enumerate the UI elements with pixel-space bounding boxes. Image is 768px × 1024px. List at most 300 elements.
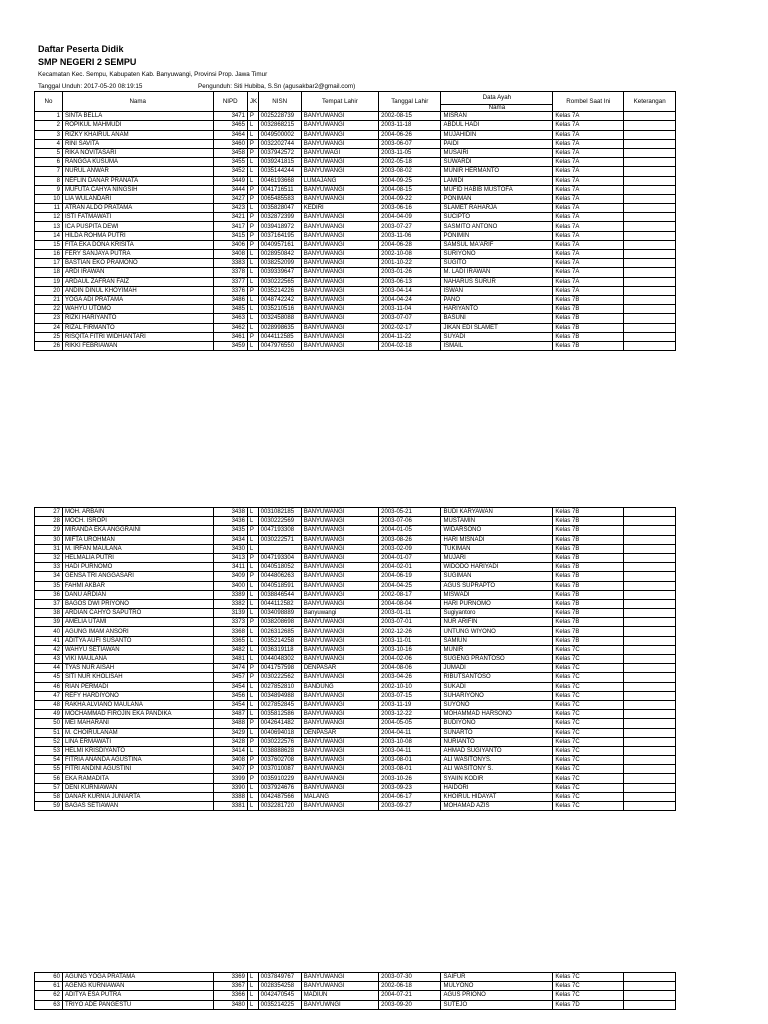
cell-nisn: 0031082185 <box>258 508 301 517</box>
cell-keterangan <box>624 231 676 240</box>
cell-nipd: 3463 <box>213 314 247 323</box>
cell-nipd: 3415 <box>213 231 247 240</box>
cell-no: 50 <box>35 719 63 728</box>
cell-no: 9 <box>35 185 63 194</box>
cell-nipd: 3408 <box>213 250 247 259</box>
cell-tanggal-lahir: 2002-06-18 <box>379 982 441 991</box>
cell-tempat-lahir: BANYUWANGI <box>301 323 378 332</box>
table-row <box>35 802 676 811</box>
table-row <box>35 645 676 654</box>
cell-nama: REFY HARDIYONO <box>62 691 213 700</box>
cell-nisn: 0041757598 <box>258 664 301 673</box>
cell-tanggal-lahir: 2003-11-19 <box>379 700 441 709</box>
cell-tanggal-lahir: 2003-10-16 <box>379 645 441 654</box>
cell-tanggal-lahir: 2004-08-15 <box>379 185 441 194</box>
cell-nama: LIA WULANDARI <box>62 194 213 203</box>
cell-nama: NEFLIN DANAR PRANATA <box>62 176 213 185</box>
cell-nama-ayah: AGUS PRIONO <box>441 991 553 1000</box>
cell-tempat-lahir: DENPASAR <box>301 664 378 673</box>
cell-nama: ARDIAN CAHYO SAPUTRO <box>62 609 213 618</box>
cell-nama: ANDIN DINUL KHOYIMAH <box>62 286 213 295</box>
cell-nama-ayah: MUJAHIDIN <box>441 130 553 139</box>
cell-tanggal-lahir: 2003-09-23 <box>379 783 441 792</box>
cell-keterangan <box>624 295 676 304</box>
cell-tempat-lahir: BANYUWANGI <box>301 636 378 645</box>
cell-nisn: 0035214225 <box>258 1000 301 1009</box>
cell-no: 7 <box>35 167 63 176</box>
cell-nisn: 0032281720 <box>258 802 301 811</box>
cell-nama-ayah: SUGENG PRANTOSO <box>441 655 553 664</box>
cell-nama-ayah: SAMSUL MA'ARIF <box>441 240 553 249</box>
cell-nama: MIFTA UROHMAN <box>62 535 213 544</box>
cell-nisn: 0037849767 <box>258 973 301 982</box>
cell-tanggal-lahir: 2004-08-06 <box>379 664 441 673</box>
cell-rombel: Kelas 7A <box>553 277 624 286</box>
cell-nisn: 0044112582 <box>258 599 301 608</box>
cell-no: 5 <box>35 148 63 157</box>
cell-nisn: 0037924676 <box>258 783 301 792</box>
cell-nisn: 0040518591 <box>258 581 301 590</box>
cell-nama: SITI NUR KHOLISAH <box>62 673 213 682</box>
cell-rombel: Kelas 7C <box>553 719 624 728</box>
cell-nipd: 3381 <box>213 802 247 811</box>
cell-rombel: Kelas 7C <box>553 973 624 982</box>
cell-rombel: Kelas 7C <box>553 737 624 746</box>
cell-tempat-lahir: BANYUWANGI <box>301 802 378 811</box>
cell-tempat-lahir: BANYUWANGI <box>301 691 378 700</box>
cell-nisn: 0030222571 <box>258 535 301 544</box>
cell-rombel: Kelas 7C <box>553 765 624 774</box>
cell-nama: RIZKY KHAIRUL ANAM <box>62 130 213 139</box>
cell-keterangan <box>624 222 676 231</box>
cell-tanggal-lahir: 2003-07-07 <box>379 314 441 323</box>
cell-tanggal-lahir: 2003-08-26 <box>379 535 441 544</box>
cell-nipd: 3456 <box>213 691 247 700</box>
cell-nama: MOCHAMMAD FIROJIN EKA PANDIKA <box>62 710 213 719</box>
table-row <box>35 599 676 608</box>
cell-jk: L <box>247 563 258 572</box>
cell-nama-ayah: TUKIMAN <box>441 544 553 553</box>
cell-tempat-lahir: BANYUWNGI <box>301 1000 378 1009</box>
cell-tanggal-lahir: 2003-11-01 <box>379 636 441 645</box>
table-row <box>35 535 676 544</box>
cell-tanggal-lahir: 2004-06-17 <box>379 792 441 801</box>
cell-tempat-lahir: MALANG <box>301 792 378 801</box>
cell-no: 61 <box>35 982 63 991</box>
cell-nisn: 0042641482 <box>258 719 301 728</box>
header-nipd: NIPD <box>213 92 247 112</box>
cell-nipd: 3389 <box>213 590 247 599</box>
table-row <box>35 563 676 572</box>
cell-nipd: 3482 <box>213 645 247 654</box>
cell-no: 48 <box>35 700 63 709</box>
header-tempat-lahir: Tempat Lahir <box>301 92 378 112</box>
cell-tempat-lahir: BANYUWANGI <box>301 673 378 682</box>
cell-keterangan <box>624 194 676 203</box>
cell-rombel: Kelas 7A <box>553 286 624 295</box>
cell-jk: P <box>247 664 258 673</box>
cell-tempat-lahir: BANDUNG <box>301 682 378 691</box>
cell-rombel: Kelas 7A <box>553 259 624 268</box>
cell-tanggal-lahir: 2002-02-17 <box>379 323 441 332</box>
cell-no: 47 <box>35 691 63 700</box>
cell-jk: L <box>247 535 258 544</box>
table-row <box>35 572 676 581</box>
cell-rombel: Kelas 7A <box>553 250 624 259</box>
cell-nama-ayah: MISWADI <box>441 590 553 599</box>
cell-nama: BASTIAN EKO PRAMONO <box>62 259 213 268</box>
cell-keterangan <box>624 544 676 553</box>
cell-keterangan <box>624 305 676 314</box>
cell-rombel: Kelas 7A <box>553 176 624 185</box>
cell-nipd: 3465 <box>213 121 247 130</box>
cell-keterangan <box>624 176 676 185</box>
cell-nisn: 0025228739 <box>258 112 301 121</box>
cell-keterangan <box>624 991 676 1000</box>
table-row <box>35 148 676 157</box>
cell-jk: L <box>247 544 258 553</box>
cell-tempat-lahir: BANYUWANGI <box>301 973 378 982</box>
cell-tempat-lahir: BANYUWANGI <box>301 121 378 130</box>
cell-nipd: 3388 <box>213 792 247 801</box>
cell-nisn: 0030222576 <box>258 737 301 746</box>
cell-jk: P <box>247 673 258 682</box>
cell-no: 45 <box>35 673 63 682</box>
cell-no: 2 <box>35 121 63 130</box>
header-data-ayah: Data Ayah <box>441 92 553 105</box>
table-row <box>35 973 676 982</box>
cell-nama: MOCH. ISROPI <box>62 517 213 526</box>
cell-keterangan <box>624 250 676 259</box>
cell-nipd: 3428 <box>213 737 247 746</box>
cell-nisn: 0028950842 <box>258 250 301 259</box>
cell-nisn: 0040694018 <box>258 728 301 737</box>
cell-nisn: 0027852845 <box>258 700 301 709</box>
cell-tempat-lahir: BANYUWAGI <box>301 148 378 157</box>
cell-tanggal-lahir: 2003-11-06 <box>379 231 441 240</box>
cell-nisn: 0038888628 <box>258 746 301 755</box>
cell-rombel: Kelas 7C <box>553 728 624 737</box>
cell-tanggal-lahir: 2003-04-26 <box>379 673 441 682</box>
cell-tempat-lahir: BANYUWANGI <box>301 240 378 249</box>
cell-keterangan <box>624 655 676 664</box>
cell-no: 10 <box>35 194 63 203</box>
cell-nama-ayah: SUTEJO <box>441 1000 553 1009</box>
cell-no: 1 <box>35 112 63 121</box>
cell-nama: FAHMI AKBAR <box>62 581 213 590</box>
cell-nama-ayah: MUSAIRI <box>441 148 553 157</box>
cell-jk: L <box>247 277 258 286</box>
cell-tanggal-lahir: 2002-05-18 <box>379 158 441 167</box>
cell-no: 25 <box>35 332 63 341</box>
cell-nisn: 0046193668 <box>258 176 301 185</box>
cell-nisn: 0034098889 <box>258 609 301 618</box>
cell-keterangan <box>624 508 676 517</box>
cell-nama-ayah: WIDARSONO <box>441 526 553 535</box>
cell-tempat-lahir: BANYUWANGI <box>301 563 378 572</box>
cell-tanggal-lahir: 2002-12-26 <box>379 627 441 636</box>
cell-nisn: 0036319118 <box>258 645 301 654</box>
header-rombel: Rombel Saat Ini <box>553 92 624 112</box>
cell-nipd: 3390 <box>213 783 247 792</box>
header-nisn: NISN <box>258 92 301 112</box>
cell-tanggal-lahir: 2003-08-01 <box>379 765 441 774</box>
cell-tempat-lahir: LUMAJANG <box>301 176 378 185</box>
cell-tempat-lahir: BANYUWANGI <box>301 130 378 139</box>
cell-nama: EKA RAMADITA <box>62 774 213 783</box>
cell-nama-ayah: SLAMET RAHARJA <box>441 204 553 213</box>
cell-jk: P <box>247 213 258 222</box>
cell-no: 14 <box>35 231 63 240</box>
cell-rombel: Kelas 7A <box>553 148 624 157</box>
cell-nama-ayah: KHOIRUL HIDAYAT <box>441 792 553 801</box>
cell-nama-ayah: NAHARUS SURUR <box>441 277 553 286</box>
cell-nisn: 0038208698 <box>258 618 301 627</box>
cell-nisn: 0038252099 <box>258 259 301 268</box>
cell-nipd: 3452 <box>213 167 247 176</box>
cell-nama-ayah: MUSTAMIN <box>441 517 553 526</box>
cell-tempat-lahir: BANYUWANGI <box>301 710 378 719</box>
table-row <box>35 121 676 130</box>
cell-tempat-lahir: BANYUWANGI <box>301 544 378 553</box>
cell-nama-ayah: SUNARTO <box>441 728 553 737</box>
cell-keterangan <box>624 240 676 249</box>
cell-rombel: Kelas 7B <box>553 323 624 332</box>
cell-tanggal-lahir: 2003-04-11 <box>379 746 441 755</box>
cell-nama-ayah: MISRAN <box>441 112 553 121</box>
table-row <box>35 508 676 517</box>
cell-jk: L <box>247 305 258 314</box>
cell-jk: P <box>247 185 258 194</box>
cell-nama: TYAS NUR AISAH <box>62 664 213 673</box>
document-title: Daftar Peserta Didik <box>38 44 124 54</box>
cell-nipd: 3400 <box>213 581 247 590</box>
cell-jk: P <box>247 765 258 774</box>
cell-tempat-lahir: BANYUWANGI <box>301 231 378 240</box>
cell-jk: P <box>247 148 258 157</box>
cell-tanggal-lahir: 2004-01-07 <box>379 553 441 562</box>
download-time: Tanggal Unduh: 2017-05-20 08:19:15 <box>38 83 143 90</box>
cell-no: 28 <box>35 517 63 526</box>
cell-nipd: 3417 <box>213 222 247 231</box>
cell-keterangan <box>624 700 676 709</box>
cell-nipd: 3369 <box>213 973 247 982</box>
cell-tempat-lahir: BANYUWANGI <box>301 700 378 709</box>
cell-jk: L <box>247 204 258 213</box>
cell-no: 55 <box>35 765 63 774</box>
table-row <box>35 167 676 176</box>
cell-no: 4 <box>35 139 63 148</box>
table-row <box>35 222 676 231</box>
cell-rombel: Kelas 7A <box>553 231 624 240</box>
cell-nipd: 3455 <box>213 158 247 167</box>
header-nama: Nama <box>62 92 213 112</box>
cell-rombel: Kelas 7B <box>553 314 624 323</box>
cell-jk: L <box>247 158 258 167</box>
cell-keterangan <box>624 121 676 130</box>
cell-nipd: 3407 <box>213 765 247 774</box>
cell-nama-ayah: HAIDORI <box>441 783 553 792</box>
cell-nama: WAHYU UTOMO <box>62 305 213 314</box>
cell-nama-ayah: M. LADI IRAWAN <box>441 268 553 277</box>
cell-no: 60 <box>35 973 63 982</box>
cell-rombel: Kelas 7C <box>553 783 624 792</box>
cell-jk: L <box>247 982 258 991</box>
cell-keterangan <box>624 185 676 194</box>
cell-keterangan <box>624 673 676 682</box>
cell-jk: L <box>247 130 258 139</box>
cell-nama-ayah: BUDI KARYAWAN <box>441 508 553 517</box>
cell-nipd: 3409 <box>213 572 247 581</box>
cell-tanggal-lahir: 2002-08-15 <box>379 112 441 121</box>
cell-nipd: 3421 <box>213 213 247 222</box>
table-row <box>35 691 676 700</box>
cell-nipd: 3427 <box>213 194 247 203</box>
cell-no: 6 <box>35 158 63 167</box>
cell-keterangan <box>624 112 676 121</box>
cell-no: 13 <box>35 222 63 231</box>
cell-rombel: Kelas 7B <box>553 609 624 618</box>
cell-nama-ayah: BASUNI <box>441 314 553 323</box>
cell-rombel: Kelas 7C <box>553 982 624 991</box>
cell-no: 49 <box>35 710 63 719</box>
cell-no: 24 <box>35 323 63 332</box>
cell-tanggal-lahir: 2004-09-22 <box>379 194 441 203</box>
cell-keterangan <box>624 982 676 991</box>
cell-nama-ayah: PONIMIN <box>441 231 553 240</box>
cell-rombel: Kelas 7D <box>553 1000 624 1009</box>
cell-tempat-lahir: BANYUWANGI <box>301 756 378 765</box>
cell-tanggal-lahir: 2003-06-16 <box>379 204 441 213</box>
cell-nama: RIZAL FIRMANTO <box>62 323 213 332</box>
cell-rombel: Kelas 7C <box>553 645 624 654</box>
cell-jk: L <box>247 599 258 608</box>
cell-rombel: Kelas 7C <box>553 700 624 709</box>
cell-no: 54 <box>35 756 63 765</box>
cell-jk: L <box>247 250 258 259</box>
cell-rombel: Kelas 7A <box>553 167 624 176</box>
cell-nama-ayah: JIKAN EDI SLAMET <box>441 323 553 332</box>
cell-no: 19 <box>35 277 63 286</box>
cell-keterangan <box>624 599 676 608</box>
cell-no: 32 <box>35 553 63 562</box>
cell-nama-ayah: LAMIDI <box>441 176 553 185</box>
cell-keterangan <box>624 765 676 774</box>
cell-keterangan <box>624 572 676 581</box>
cell-nisn: 0041716511 <box>258 185 301 194</box>
cell-tempat-lahir: BANYUWANGI <box>301 774 378 783</box>
cell-rombel: Kelas 7B <box>553 332 624 341</box>
table-row <box>35 609 676 618</box>
table-row <box>35 673 676 682</box>
cell-jk: L <box>247 517 258 526</box>
cell-tanggal-lahir: 2004-02-18 <box>379 341 441 350</box>
cell-tempat-lahir: BANYUWANGI <box>301 719 378 728</box>
cell-nisn: 0035144244 <box>258 167 301 176</box>
cell-jk: L <box>247 259 258 268</box>
cell-tempat-lahir: BANYUWANGI <box>301 259 378 268</box>
cell-no: 11 <box>35 204 63 213</box>
table-row <box>35 746 676 755</box>
cell-nisn: 0039339647 <box>258 268 301 277</box>
cell-jk: L <box>247 1000 258 1009</box>
cell-tempat-lahir: BANYUWANGI <box>301 167 378 176</box>
cell-nama-ayah: RIBUTSANTOSO <box>441 673 553 682</box>
cell-nipd: 3382 <box>213 599 247 608</box>
cell-nipd: 3460 <box>213 139 247 148</box>
cell-tempat-lahir: BANYUWANGI <box>301 581 378 590</box>
cell-nisn: 0035214226 <box>258 286 301 295</box>
cell-tempat-lahir: BANYUWANGI <box>301 982 378 991</box>
cell-keterangan <box>624 167 676 176</box>
cell-rombel: Kelas 7C <box>553 756 624 765</box>
cell-no: 53 <box>35 746 63 755</box>
table-row <box>35 737 676 746</box>
cell-keterangan <box>624 682 676 691</box>
cell-no: 59 <box>35 802 63 811</box>
cell-tempat-lahir: BANYUWANGI <box>301 250 378 259</box>
cell-rombel: Kelas 7A <box>553 130 624 139</box>
cell-keterangan <box>624 609 676 618</box>
table-row <box>35 581 676 590</box>
cell-nama-ayah: ISMAIL <box>441 341 553 350</box>
cell-jk: P <box>247 756 258 765</box>
cell-nama: LINA ERMAWATI <box>62 737 213 746</box>
cell-keterangan <box>624 691 676 700</box>
table-row <box>35 590 676 599</box>
cell-nipd: 3378 <box>213 268 247 277</box>
cell-nisn: 0047976550 <box>258 341 301 350</box>
cell-jk: L <box>247 700 258 709</box>
cell-nipd: 3373 <box>213 618 247 627</box>
cell-keterangan <box>624 783 676 792</box>
cell-tanggal-lahir: 2003-12-22 <box>379 710 441 719</box>
cell-keterangan <box>624 645 676 654</box>
cell-no: 43 <box>35 655 63 664</box>
cell-tanggal-lahir: 2003-07-06 <box>379 517 441 526</box>
cell-tanggal-lahir: 2004-04-24 <box>379 295 441 304</box>
cell-tanggal-lahir: 2002-10-10 <box>379 682 441 691</box>
cell-nipd: 3414 <box>213 746 247 755</box>
cell-nama: ARDI IRAWAN <box>62 268 213 277</box>
cell-nama: M. CHOIRULANAM <box>62 728 213 737</box>
cell-jk: P <box>247 240 258 249</box>
cell-nama: RIZKI HARIYANTO <box>62 314 213 323</box>
cell-keterangan <box>624 636 676 645</box>
table-row <box>35 176 676 185</box>
cell-keterangan <box>624 973 676 982</box>
cell-nipd: 3488 <box>213 719 247 728</box>
cell-keterangan <box>624 139 676 148</box>
cell-nama: MOH. ARBAIN <box>62 508 213 517</box>
cell-tempat-lahir: BANYUWANGI <box>301 526 378 535</box>
cell-nisn: 0047193308 <box>258 526 301 535</box>
cell-tanggal-lahir: 2003-08-02 <box>379 167 441 176</box>
cell-nama: MIRANDA EKA ANGGRAINI <box>62 526 213 535</box>
cell-rombel: Kelas 7B <box>553 581 624 590</box>
cell-jk: L <box>247 783 258 792</box>
cell-nisn: 0042487566 <box>258 792 301 801</box>
cell-nama-ayah: HARI PURNOMO <box>441 599 553 608</box>
cell-nipd: 3444 <box>213 185 247 194</box>
cell-tempat-lahir: BANYUWANGI <box>301 341 378 350</box>
cell-nipd: 3485 <box>213 305 247 314</box>
cell-nisn: 0028998635 <box>258 323 301 332</box>
cell-keterangan <box>624 213 676 222</box>
cell-no: 18 <box>35 268 63 277</box>
cell-jk: P <box>247 774 258 783</box>
cell-nama: FITA EKA DONA KRISITA <box>62 240 213 249</box>
